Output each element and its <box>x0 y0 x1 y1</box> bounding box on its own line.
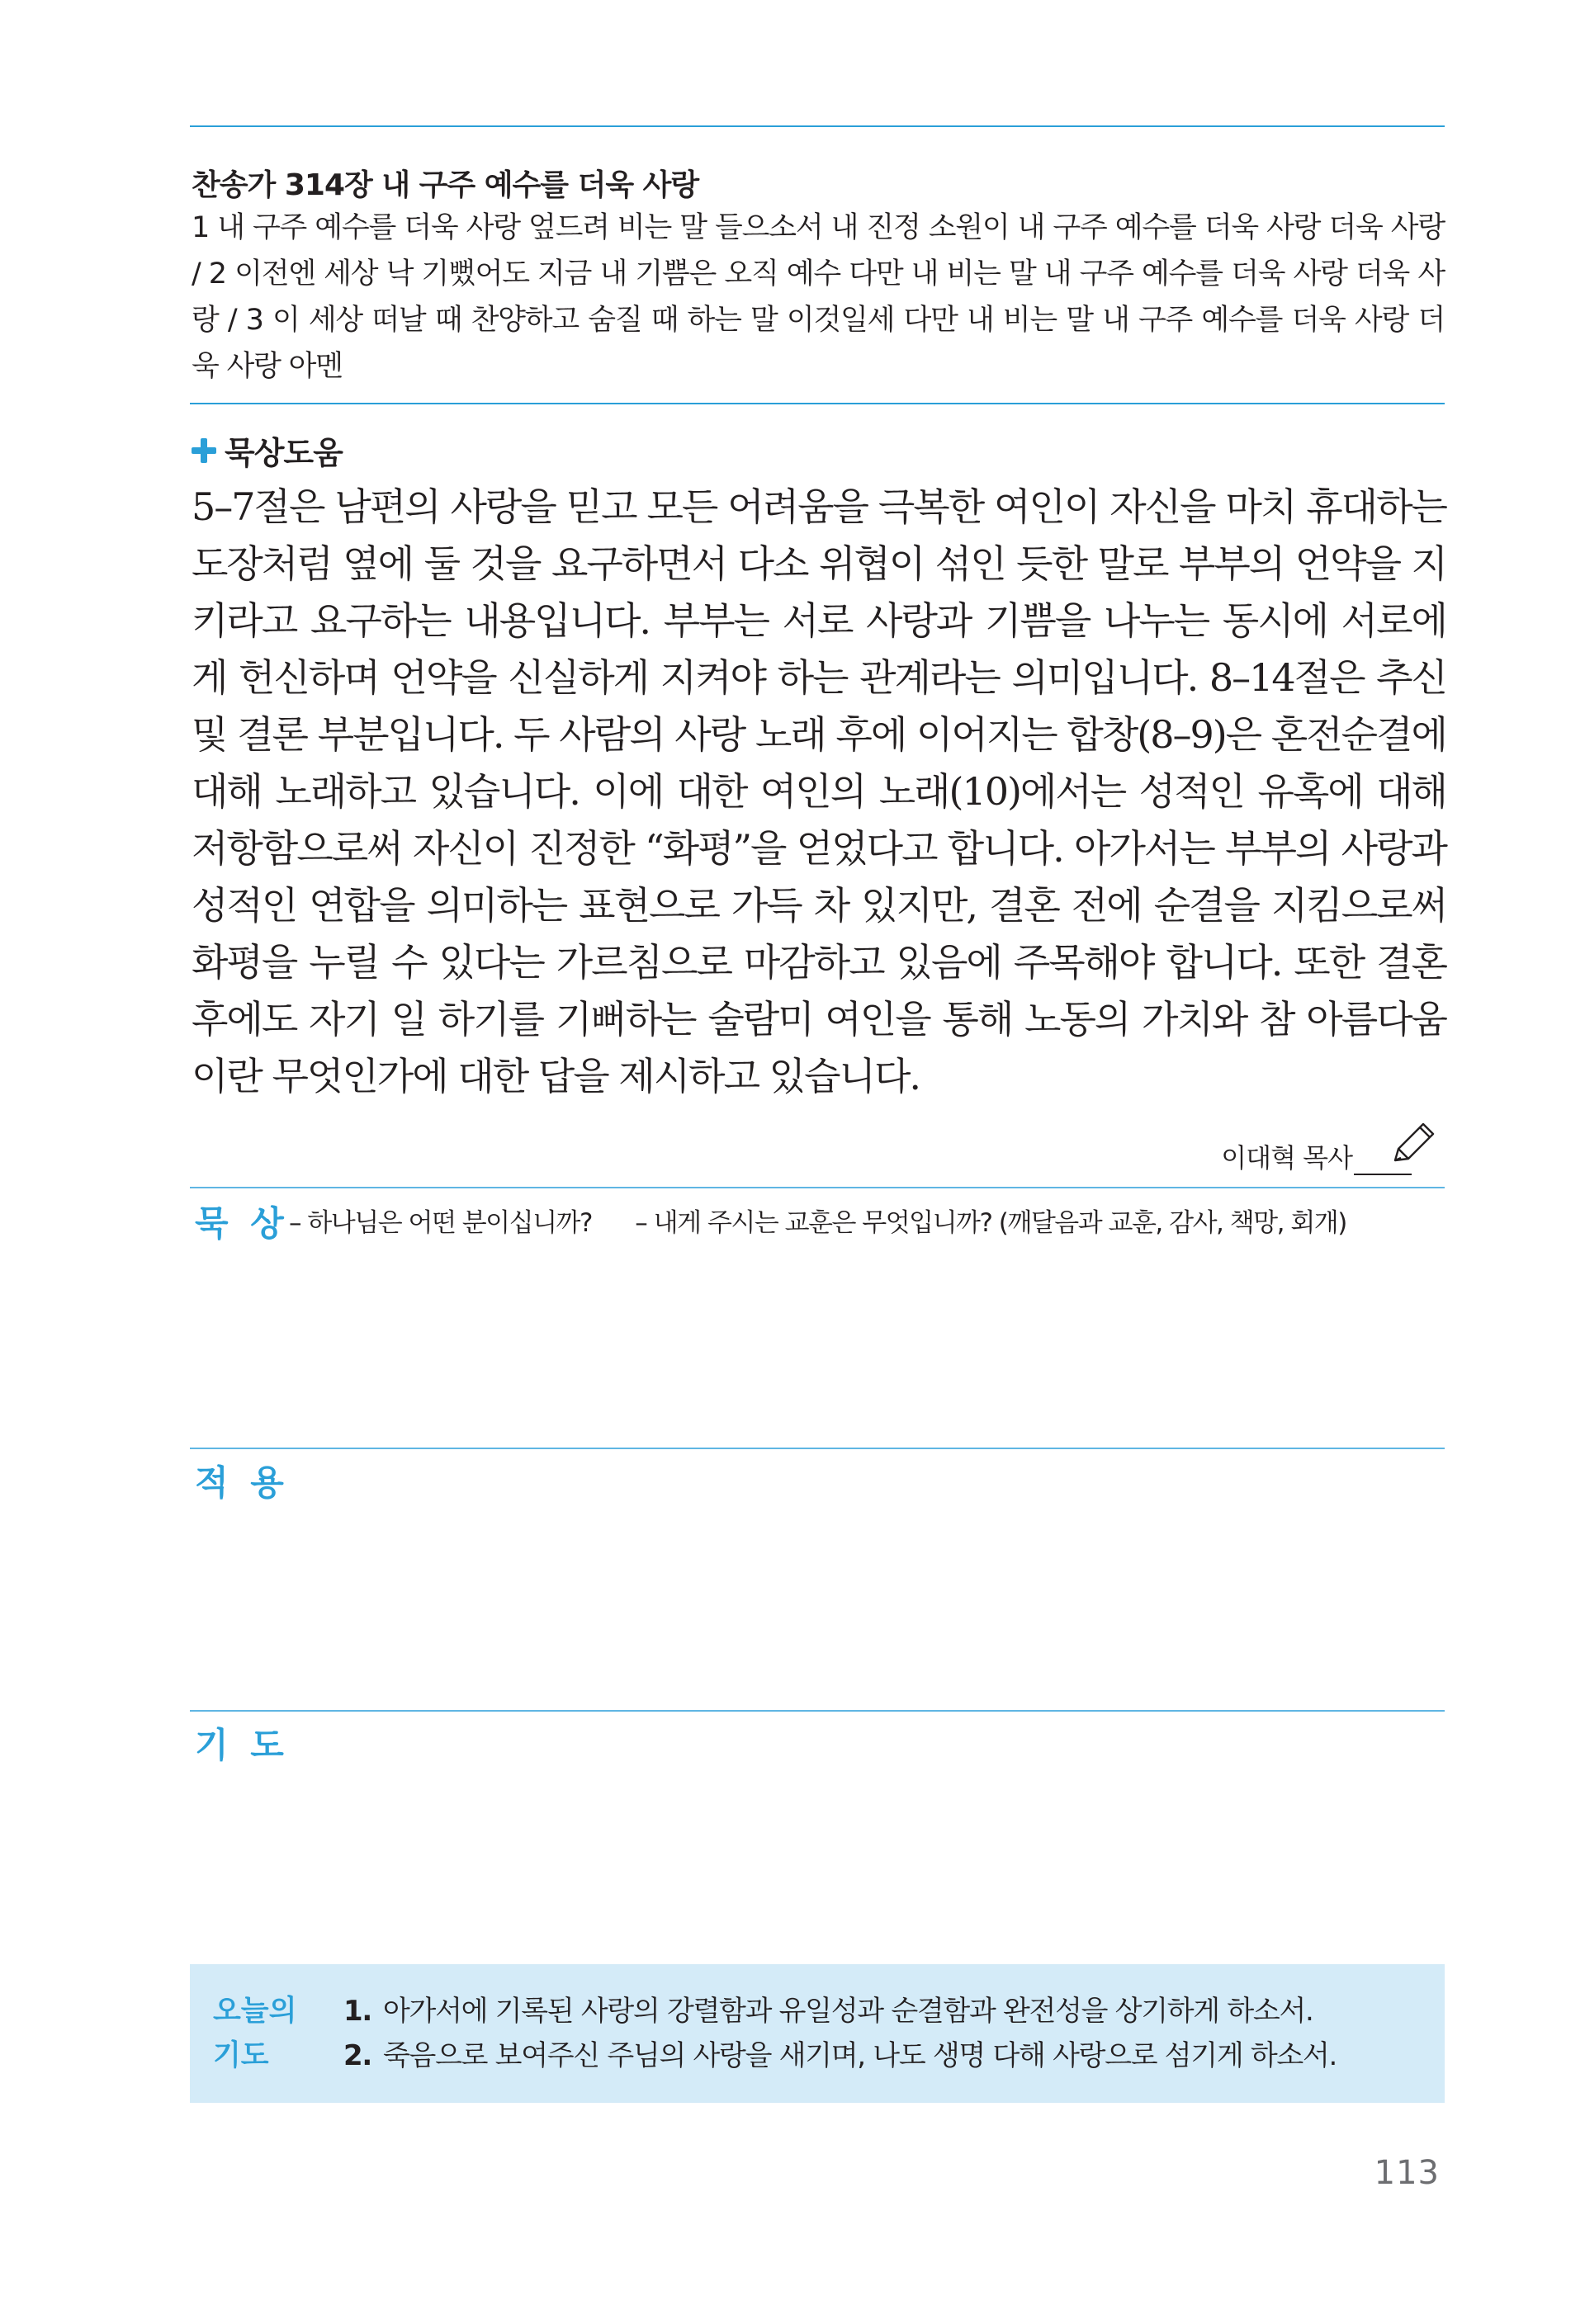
todays-prayer-items <box>343 1989 1337 2078</box>
prayer-item-text: 아가서에 기록된 사랑의 강렬함과 유일성과 순결함과 완전성을 상기하게 하소서. <box>382 1995 1313 2028</box>
todays-prayer-label-line1: 오늘의 <box>213 1995 297 2028</box>
prayer-item <box>343 1989 1337 2034</box>
meditation-help-heading <box>192 427 343 473</box>
page-number: 113 <box>1374 2154 1440 2192</box>
meditation-prompt-1: – 하나님은 어떤 분이십니까? <box>289 1208 592 1238</box>
hymn-lyrics: 1 내 구주 예수를 더욱 사랑 엎드려 비는 말 들으소서 내 진정 소원이 내 구주 예수를 더욱 사랑 더욱 사랑 / 2 이전엔 세상 낙 기뻤어도 지금 내 기쁨은 오직 예수 다만 내 비는 말 내 구주 예수를 더욱 사랑 더욱 사랑 / 3 이 세상 떠날 때 찬양하고 숨질 때 하는 말 이것일세 다만 내 비는 말 내 구주 예수를 더욱 사랑 더욱 사랑 아멘 <box>192 211 1445 383</box>
prayer-item-number: 1. <box>343 1995 371 2028</box>
hymn-bottom-rule <box>190 403 1445 404</box>
plus-icon <box>192 438 216 463</box>
meditation-prompt-2: – 내게 주시는 교훈은 무엇입니까? (깨달음과 교훈, 감사, 책망, 회개) <box>635 1208 1346 1238</box>
meditation-prompts <box>289 1202 1383 1239</box>
author-name: 이대혁 목사 <box>1221 1142 1352 1174</box>
pencil-icon <box>1387 1119 1438 1170</box>
prayer-item-text: 죽음으로 보여주신 주님의 사랑을 새기며, 나도 생명 다해 사랑으로 섬기게 하소서. <box>382 2039 1337 2072</box>
prayer-rule <box>190 1710 1445 1712</box>
application-rule <box>190 1448 1445 1449</box>
meditation-label: 묵 상 <box>195 1203 289 1244</box>
todays-prayer-label <box>213 1989 296 2078</box>
prayer-item-number: 2. <box>343 2039 371 2072</box>
author-signature <box>1221 1119 1438 1175</box>
todays-prayer-label-line2: 기도 <box>213 2039 269 2072</box>
meditation-help-body: 5–7절은 남편의 사랑을 믿고 모든 어려움을 극복한 여인이 자신을 마치 휴대하는 도장처럼 옆에 둘 것을 요구하면서 다소 위협이 섞인 듯한 말로 부부의 언약을 지키라고 요구하는 내용입니다. 부부는 서로 사랑과 기쁨을 나누는 동시에 서로에게 헌신하며 언약을 신실하게 지켜야 하는 관계라는 의미입니다. 8–14절은 추신 및 결론 부분입니다. 두 사람의 사랑 노래 후에 이어지는 합창(8–9)은 혼전순결에 대해 노래하고 있습니다. 이에 대한 여인의 노래(10)에서는 성적인 유혹에 대해 저항함으로써 자신이 진정한 “화평”을 얻었다고 합니다. 아가서는 부부의 사랑과 성적인 연합을 의미하는 표현으로 가득 차 있지만, 결혼 전에 순결을 지킴으로써 화평을 누릴 수 있다는 가르침으로 마감하고 있음에 주목해야 합니다. 또한 결혼 후에도 자기 일 하기를 기뻐하는 술람미 여인을 통해 노동의 가치와 참 아름다움이란 무엇인가에 대한 답을 제시하고 있습니다. <box>192 484 1446 1098</box>
top-rule <box>190 125 1445 127</box>
prayer-item <box>343 2034 1337 2078</box>
meditation-rule <box>190 1187 1445 1188</box>
todays-prayer-box <box>190 1964 1445 2103</box>
application-label: 적 용 <box>195 1462 289 1503</box>
prayer-label: 기 도 <box>195 1725 289 1765</box>
meditation-help-title: 묵상도움 <box>225 435 343 471</box>
hymn-title: 찬송가 314장 내 구주 예수를 더욱 사랑 <box>192 168 699 202</box>
